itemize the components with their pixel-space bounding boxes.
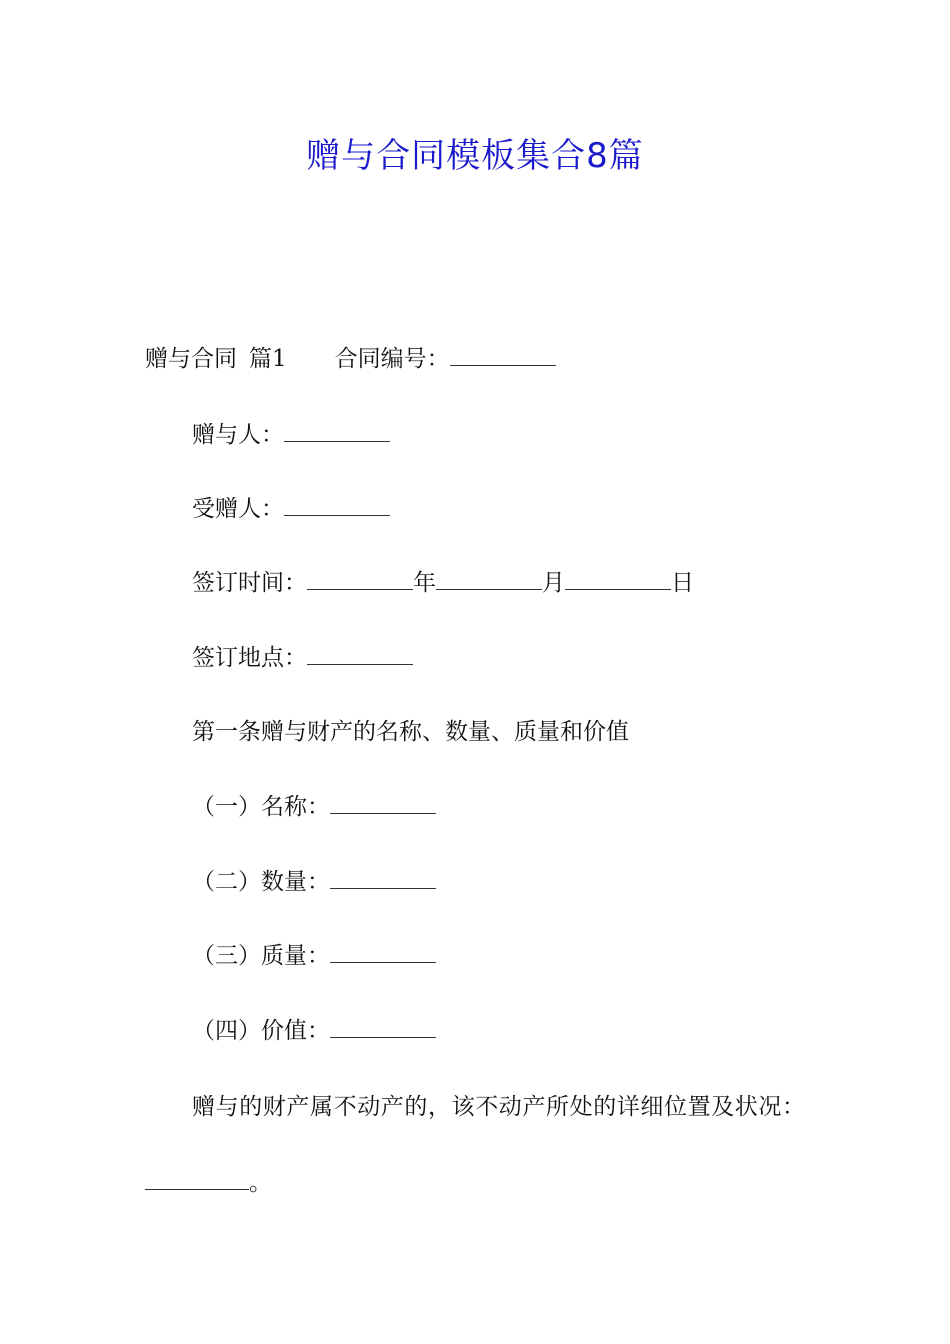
donee-label: 受赠人： xyxy=(192,496,284,522)
sign-place-line xyxy=(192,643,413,673)
donee-line xyxy=(192,494,390,524)
item-value-label: （四）价值： xyxy=(192,1018,330,1044)
doc-name: 赠与合同 xyxy=(145,346,237,372)
year-blank xyxy=(307,570,413,590)
article-1-heading: 第一条赠与财产的名称、数量、质量和价值 xyxy=(192,719,629,745)
sign-time-line xyxy=(192,568,694,598)
donor-label: 赠与人： xyxy=(192,422,284,448)
sign-place-label: 签订地点： xyxy=(192,645,307,671)
header-line xyxy=(145,344,556,374)
document-title: 赠与合同模板集合8篇 xyxy=(306,136,644,176)
month-blank xyxy=(436,570,542,590)
year-label: 年 xyxy=(413,570,436,596)
day-label: 日 xyxy=(671,570,694,596)
item-name-line xyxy=(192,792,436,822)
item-value-blank xyxy=(330,1018,436,1038)
item-quantity-blank xyxy=(330,869,436,889)
month-label: 月 xyxy=(542,570,565,596)
item-quality-blank xyxy=(330,943,436,963)
property-detail-line xyxy=(145,1168,272,1198)
item-quantity-line xyxy=(192,867,436,897)
item-name-label: （一）名称： xyxy=(192,794,330,820)
property-text: 赠与的财产属不动产的，该不动产所处的详细位置及状况： xyxy=(192,1094,806,1120)
contract-number-blank xyxy=(450,346,556,366)
donee-blank xyxy=(284,496,390,516)
contract-number-label: 合同编号： xyxy=(334,346,450,372)
item-quality-line xyxy=(192,941,436,971)
item-name-blank xyxy=(330,794,436,814)
donor-line xyxy=(192,420,390,450)
item-value-line xyxy=(192,1016,436,1046)
property-detail-blank xyxy=(145,1170,249,1190)
item-quantity-label: （二）数量： xyxy=(192,869,330,895)
sign-time-label: 签订时间： xyxy=(192,570,307,596)
sign-place-blank xyxy=(307,645,413,665)
day-blank xyxy=(565,570,671,590)
item-quality-label: （三）质量： xyxy=(192,943,330,969)
section-label: 篇1 xyxy=(249,346,287,372)
donor-blank xyxy=(284,422,390,442)
end-mark: 。 xyxy=(249,1170,272,1196)
